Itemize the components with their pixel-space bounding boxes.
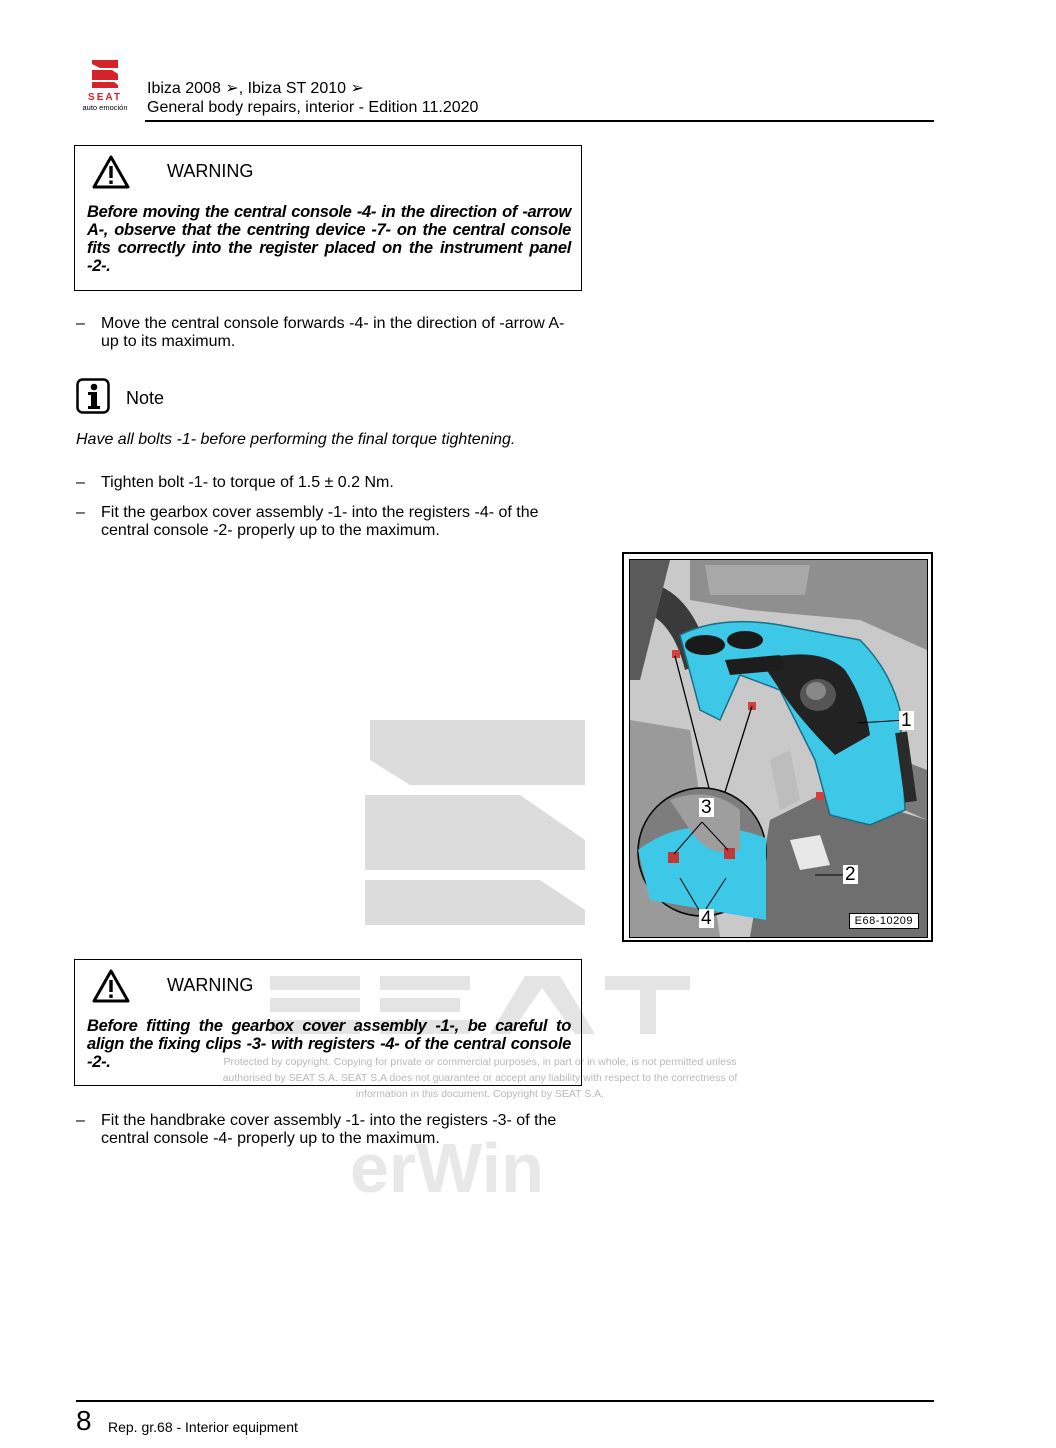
warning-triangle-icon [91,968,131,1004]
svg-text:SEAT: SEAT [88,92,122,103]
interior-console-illustration [630,560,927,937]
list-dash: – [76,1112,85,1129]
step-text: Fit the gearbox cover assembly -1- into the registers -4- of the central console -2- properly up to the maximum. [101,504,539,539]
footer-divider [76,1400,934,1402]
info-icon [76,378,110,414]
svg-text:auto emoción: auto emoción [82,103,128,112]
list-dash: – [76,504,85,521]
note-title: Note [126,388,165,408]
warning-triangle-icon [91,154,131,190]
page-number: 8 [76,1405,92,1436]
warning-title: WARNING [167,975,254,995]
header-divider [145,120,934,122]
figure-id-label: E68-10209 [849,913,919,929]
header-manual-title: General body repairs, interior - Edition 11.2020 [147,99,479,116]
step-text: Move the central console forwards -4- in the direction of -arrow A- up to its maximum. [101,315,565,350]
figure-illustration [629,559,928,938]
figure-gearbox-cover [622,552,933,942]
step-text: Tighten bolt -1- to torque of 1.5 ± 0.2 Nm. [101,474,394,491]
footer-section-title: Rep. gr.68 - Interior equipment [108,1419,298,1435]
step-text: Fit the handbrake cover assembly -1- into the registers -3- of the central console -4- properly up to the maximum. [101,1112,557,1147]
list-dash: – [76,315,85,332]
callout-2: 2 [845,864,856,885]
watermark-seat-s-logo [350,700,600,930]
list-dash: – [76,474,85,491]
warning-title: WARNING [167,161,254,181]
header-model-line: Ibiza 2008 ➢, Ibiza ST 2010 ➢ [147,80,364,97]
warning-text: Before moving the central console -4- in the direction of -arrow A-, observe that the centring device -7- on the central console fits correctly into the register placed on the instrument panel -2-. [87,203,571,275]
callout-1: 1 [901,710,912,731]
callout-4: 4 [701,908,712,929]
callout-3: 3 [701,797,712,818]
warning-box [74,145,582,291]
note-text: Have all bolts -1- before performing the final torque tightening. [76,431,516,448]
warning-box [74,959,582,1086]
seat-logo [72,58,138,114]
svg-text:erWin: erWin [350,1130,544,1200]
watermark-copyright-text: Protected by copyright. Copying for private or commercial purposes, in part or in whole, is not permitted unless authorised by SEAT S.A. SEAT S.A does not guarantee or accept any liability with respect to the correctness of information in this document. Copyright by SEAT S.A. [222,1056,738,1100]
warning-text: Before fitting the gearbox cover assembly -1-, be careful to align the fixing clips -3- with registers -4- of the central console -2-. [87,1017,571,1071]
